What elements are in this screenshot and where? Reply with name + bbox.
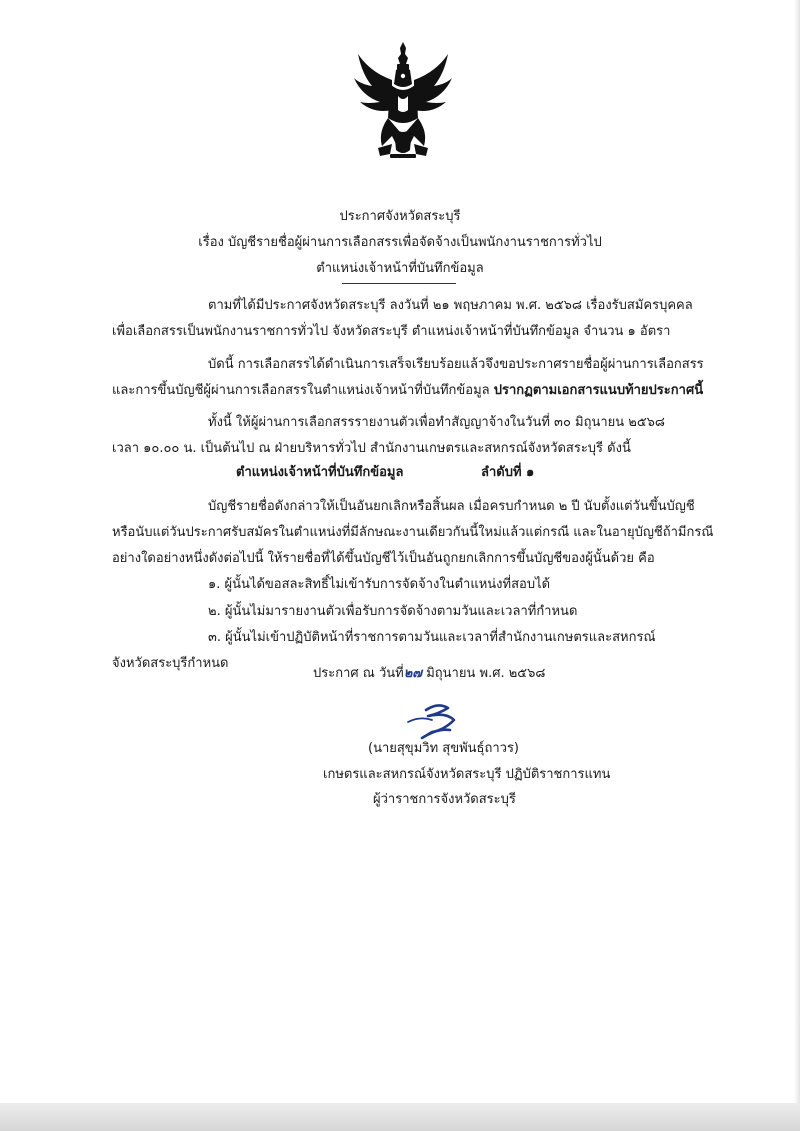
subject-line: เรื่อง บัญชีรายชื่อผู้ผ่านการเลือกสรรเพื่อจัดจ้างเป็นพนักงานราชการทั่วไป — [198, 235, 602, 250]
announcement-prefix: ประกาศ ณ วันที่ — [313, 666, 404, 681]
rank-position: ตำแหน่งเจ้าหน้าที่บันทึกข้อมูล — [236, 465, 404, 480]
paragraph-3-line-2: เวลา ๑๐.๐๐ น. เป็นต้นไป ณ ฝ่ายบริหารทั่วไป สำนักงานเกษตรและสหกรณ์จังหวัดสระบุรี ดังนี้ — [112, 441, 631, 456]
paragraph-2-line-2 — [112, 382, 703, 399]
attachment-note: ปรากฏตามเอกสารแนบท้ายประกาศนี้ — [493, 383, 704, 398]
paragraph-4-line-2: หรือนับแต่วันประกาศรับสมัครในตำแหน่งที่มีลักษณะงานเดียวกันนี้ใหม่แล้วแต่กรณี และในอายุบัญชีถ้ามีกรณี — [112, 525, 714, 540]
paragraph-4-line-1: บัญชีรายชื่อดังกล่าวให้เป็นอันยกเลิกหรือสิ้นผล เมื่อครบกำหนด ๒ ปี นับตั้งแต่วันขึ้นบัญชี — [208, 499, 695, 514]
announcement-date — [313, 665, 545, 682]
position-heading: ตำแหน่งเจ้าหน้าที่บันทึกข้อมูล — [316, 261, 484, 276]
condition-item-3-line-1: ๓. ผู้นั้นไม่เข้าปฏิบัติหน้าที่ราชการตามวันและเวลาที่สำนักงานเกษตรและสหกรณ์ — [208, 630, 656, 645]
paragraph-4-line-3: อย่างใดอย่างหนึ่งดังต่อไปนี้ ให้รายชื่อที่ได้ขึ้นบัญชีไว้เป็นอันถูกยกเลิกการขึ้นบัญชีของผู้นั้นด้วย คือ — [112, 551, 655, 566]
signer-name: (นายสุขุมวิท สุขพันธุ์ถาวร) — [368, 741, 520, 756]
page-edge-shadow — [794, 0, 800, 1103]
paragraph-2-text: และการขึ้นบัญชีผู้ผ่านการเลือกสรรในตำแหน่งเจ้าหน้าที่บันทึกข้อมูล — [112, 383, 490, 398]
signer-title: เกษตรและสหกรณ์จังหวัดสระบุรี ปฏิบัติราชการแทน — [323, 767, 611, 782]
announcement-month-year: มิถุนายน พ.ศ. ๒๕๖๘ — [426, 666, 546, 681]
signer-office: ผู้ว่าราชการจังหวัดสระบุรี — [373, 792, 516, 807]
signature-icon — [398, 700, 474, 740]
scan-bottom-edge — [0, 1103, 800, 1131]
handwritten-day: ๒๗ — [403, 666, 423, 681]
condition-item-3-line-2: จังหวัดสระบุรีกำหนด — [112, 656, 229, 671]
paragraph-2-line-1: บัดนี้ การเลือกสรรได้ดำเนินการเสร็จเรียบร้อยแล้วจึงขอประกาศรายชื่อผู้ผ่านการเลือกสรร — [208, 357, 704, 372]
rank-order: ลำดับที่ ๑ — [481, 465, 535, 480]
paragraph-1-line-1: ตามที่ได้มีประกาศจังหวัดสระบุรี ลงวันที่ ๒๑ พฤษภาคม พ.ศ. ๒๕๖๘ เรื่องรับสมัครบุคคล — [208, 298, 693, 313]
paragraph-3-line-1: ทั้งนี้ ให้ผู้ผ่านการเลือกสรรรายงานตัวเพื่อทำสัญญาจ้างในวันที่ ๓๐ มิถุนายน ๒๕๖๘ — [208, 415, 665, 430]
paragraph-1-line-2: เพื่อเลือกสรรเป็นพนักงานราชการทั่วไป จังหวัดสระบุรี ตำแหน่งเจ้าหน้าที่บันทึกข้อมูล จำนวน ๑ อัตรา — [112, 324, 671, 339]
heading-underline — [342, 283, 456, 284]
condition-item-1: ๑. ผู้นั้นได้ขอสละสิทธิ์ไม่เข้ารับการจัดจ้างในตำแหน่งที่สอบได้ — [208, 577, 551, 592]
condition-item-2: ๒. ผู้นั้นไม่มารายงานตัวเพื่อรับการจัดจ้างตามวันและเวลาที่กำหนด — [208, 604, 578, 619]
garuda-emblem-icon — [352, 40, 454, 162]
agency-title: ประกาศจังหวัดสระบุรี — [339, 209, 461, 224]
